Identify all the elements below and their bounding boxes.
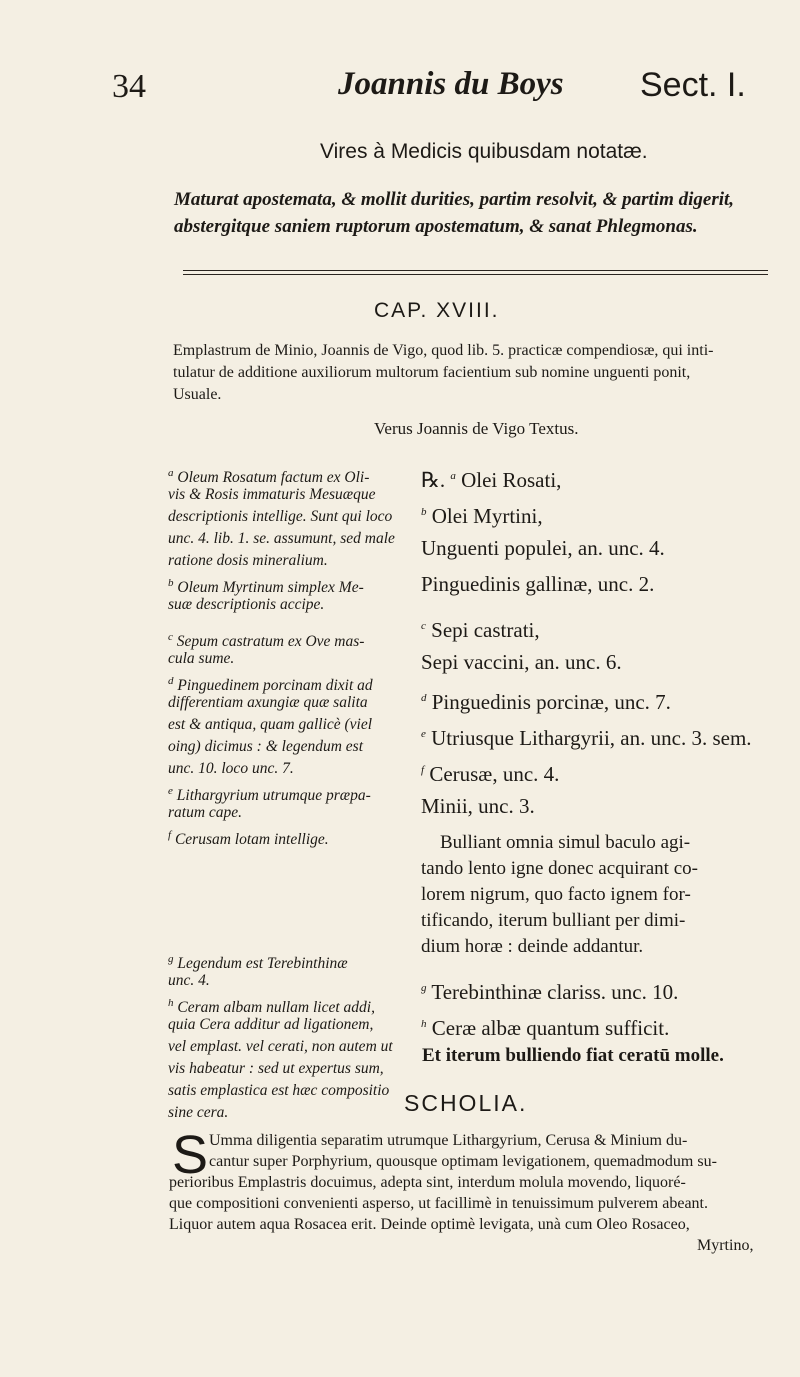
final-instruction: Et iterum bulliendo fiat ceratū molle. bbox=[422, 1045, 724, 1066]
footnote-marker: c bbox=[168, 631, 173, 643]
annotation-line-text: quia Cera additur ad ligationem, bbox=[168, 1016, 374, 1033]
text-source-heading: Verus Joannis de Vigo Textus. bbox=[374, 419, 579, 438]
recipe-line-text: Pinguedinis gallinæ, unc. 2. bbox=[421, 572, 655, 596]
virtues-line: Maturat apostemata, & mollit durities, partim resolvit, & partim digerit, bbox=[174, 189, 735, 210]
recipe-line-text: Sepi castrati, bbox=[431, 618, 540, 642]
recipe-line-text: Sepi vaccini, an. unc. 6. bbox=[421, 650, 622, 674]
intro-line: Usuale. bbox=[173, 386, 222, 403]
annotation-line bbox=[168, 648, 234, 670]
annotation-line-text: unc. 4. bbox=[168, 972, 210, 989]
annotation-line bbox=[168, 802, 242, 824]
section-label: Sect. I. bbox=[640, 66, 746, 104]
chapter-heading: CAP. XVIII. bbox=[374, 299, 500, 322]
recipe-line-text: Utriusque Lithargyrii, an. unc. 3. sem. bbox=[431, 726, 752, 750]
recipe-symbol: ℞. bbox=[421, 468, 451, 492]
intro-line: Emplastrum de Minio, Joannis de Vigo, quod lib. 5. practicæ compendiosæ, qui inti- bbox=[173, 342, 714, 359]
footnote-marker: g bbox=[421, 982, 427, 994]
annotation-line-text: descriptionis intellige. Sunt qui loco bbox=[168, 508, 393, 525]
annotation-line bbox=[168, 528, 395, 550]
annotation-line-text: vis & Rosis immaturis Mesuæque bbox=[168, 486, 376, 503]
recipe-line bbox=[421, 608, 540, 648]
recipe-line bbox=[421, 530, 665, 566]
footnote-marker: f bbox=[168, 829, 172, 841]
recipe-line-text: Minii, unc. 3. bbox=[421, 794, 535, 818]
recipe-line bbox=[421, 494, 543, 534]
scholia-line: Myrtino, bbox=[697, 1237, 754, 1254]
recipe-line bbox=[421, 566, 654, 602]
annotation-line bbox=[168, 1080, 389, 1102]
annotation-line-text: Legendum est Terebinthinæ bbox=[177, 955, 348, 973]
annotation-line-text: suæ descriptionis accipe. bbox=[168, 596, 325, 613]
annotation-line-text: vis habeatur : sed ut expertus sum, bbox=[168, 1060, 384, 1077]
scholia-line: perioribus Emplastris docuimus, adepta sint, interdum molula movendo, liquoré- bbox=[169, 1174, 686, 1191]
instruction-line: lorem nigrum, quo facto ignem for- bbox=[421, 884, 691, 905]
recipe-line bbox=[421, 752, 559, 792]
recipe-line bbox=[421, 644, 622, 680]
annotation-line-text: unc. 4. lib. 1. se. assumunt, sed male bbox=[168, 530, 395, 547]
footnote-marker: h bbox=[168, 997, 174, 1009]
annotation-line-text: unc. 10. loco unc. 7. bbox=[168, 760, 294, 777]
annotation-line-text: Cerusam lotam intellige. bbox=[174, 831, 329, 849]
recipe-line-text: Olei Myrtini, bbox=[431, 504, 543, 528]
footnote-marker: g bbox=[168, 953, 174, 965]
recipe-line-text: Ceræ albæ quantum sufficit. bbox=[431, 1016, 670, 1040]
recipe-line bbox=[421, 1006, 669, 1046]
virtues-heading: Vires à Medicis quibusdam notatæ. bbox=[320, 140, 648, 163]
scholia-line: que compositioni convenienti asperso, ut facillimè in tenuissimum pulverem abeant. bbox=[169, 1195, 708, 1212]
annotation-line bbox=[168, 550, 328, 572]
annotation-line bbox=[168, 1014, 373, 1036]
footnote-marker: b bbox=[421, 506, 427, 518]
annotation-line-text: Lithargyrium utrumque præpa- bbox=[176, 787, 371, 805]
recipe-line-text: Pinguedinis porcinæ, unc. 7. bbox=[431, 690, 671, 714]
chapter-intro bbox=[173, 340, 773, 406]
running-title: Joannis du Boys bbox=[338, 66, 564, 102]
annotation-line-text: oing) dicimus : & legendum est bbox=[168, 738, 364, 755]
annotation-line bbox=[168, 1036, 393, 1058]
footnote-marker: a bbox=[168, 467, 174, 479]
annotation-line-text: Oleum Myrtinum simplex Me- bbox=[177, 579, 364, 597]
annotation-line bbox=[168, 970, 210, 992]
footnote-marker: f bbox=[421, 764, 425, 776]
annotation-line bbox=[168, 1058, 384, 1080]
footnote-marker: e bbox=[168, 785, 173, 797]
recipe-line-text: Unguenti populei, an. unc. 4. bbox=[421, 536, 665, 560]
instruction-line: dium horæ : deinde addantur. bbox=[421, 936, 644, 957]
recipe-line bbox=[421, 680, 671, 720]
annotation-line-text: ratione dosis mineralium. bbox=[168, 552, 328, 569]
recipe-line bbox=[421, 970, 678, 1010]
annotation-line bbox=[168, 506, 392, 528]
annotation-line-text: vel emplast. vel cerati, non autem ut bbox=[168, 1038, 393, 1055]
recipe-line bbox=[421, 458, 561, 498]
virtues-text bbox=[174, 186, 774, 240]
scholia-heading: SCHOLIA. bbox=[404, 1090, 528, 1116]
recipe-line-text: Olei Rosati, bbox=[461, 468, 562, 492]
recipe-line bbox=[421, 788, 535, 824]
footnote-marker: c bbox=[421, 620, 426, 632]
footnote-marker: d bbox=[421, 692, 427, 704]
annotation-line bbox=[168, 692, 368, 714]
annotation-line bbox=[168, 736, 363, 758]
recipe-line-text: Cerusæ, unc. 4. bbox=[429, 762, 560, 786]
instruction-line: tando lento igne donec acquirant co- bbox=[421, 858, 698, 879]
annotation-line bbox=[168, 594, 324, 616]
annotation-line-text: Pinguedinem porcinam dixit ad bbox=[177, 677, 373, 695]
instruction-line: tificando, iterum bulliant per dimi- bbox=[421, 910, 686, 931]
annotation-line-text: Ceram albam nullam licet addi, bbox=[177, 999, 375, 1017]
footnote-marker: b bbox=[168, 577, 174, 589]
annotation-line-text: differentiam axungiæ quæ salita bbox=[168, 694, 368, 711]
annotation-line-text: Oleum Rosatum factum ex Oli- bbox=[177, 469, 370, 487]
annotation-line bbox=[168, 714, 372, 736]
annotation-line-text: satis emplastica est hæc compositio bbox=[168, 1082, 390, 1099]
divider-rule bbox=[183, 274, 768, 275]
footnote-marker: e bbox=[421, 728, 426, 740]
scholia-line: Liquor autem aqua Rosacea erit. Deinde optimè levigata, unà cum Oleo Rosaceo, bbox=[169, 1216, 690, 1233]
scholia-line: cantur super Porphyrium, quousque optimam levigationem, quemadmodum su- bbox=[209, 1153, 717, 1170]
annotation-line-text: est & antiqua, quam gallicè (viel bbox=[168, 716, 373, 733]
annotation-line bbox=[168, 484, 376, 506]
annotation-line-text: cula sume. bbox=[168, 650, 235, 667]
footnote-marker: d bbox=[168, 675, 174, 687]
page-number: 34 bbox=[112, 68, 146, 105]
footnote-marker: a bbox=[450, 470, 456, 482]
instruction-line: Bulliant omnia simul baculo agi- bbox=[440, 832, 691, 853]
annotation-line bbox=[168, 824, 329, 851]
drop-capital: S bbox=[172, 1125, 209, 1185]
annotation-line-text: ratum cape. bbox=[168, 804, 243, 821]
annotation-line-text: sine cera. bbox=[168, 1104, 229, 1121]
recipe-line bbox=[421, 716, 752, 756]
intro-line: tulatur de additione auxiliorum multorum facientium sub nomine unguenti ponit, bbox=[173, 364, 691, 381]
footnote-marker: h bbox=[421, 1018, 427, 1030]
recipe-line-text: Terebinthinæ clariss. unc. 10. bbox=[431, 980, 679, 1004]
scholia-line: Umma diligentia separatim utrumque Lithargyrium, Cerusa & Minium du- bbox=[209, 1132, 688, 1149]
divider-rule bbox=[183, 270, 768, 271]
annotation-line-text: Sepum castratum ex Ove mas- bbox=[176, 633, 365, 651]
virtues-line: abstergitque saniem ruptorum apostematum, & sanat Phlegmonas. bbox=[174, 216, 698, 237]
annotation-line bbox=[168, 1102, 228, 1124]
annotation-line bbox=[168, 758, 294, 780]
